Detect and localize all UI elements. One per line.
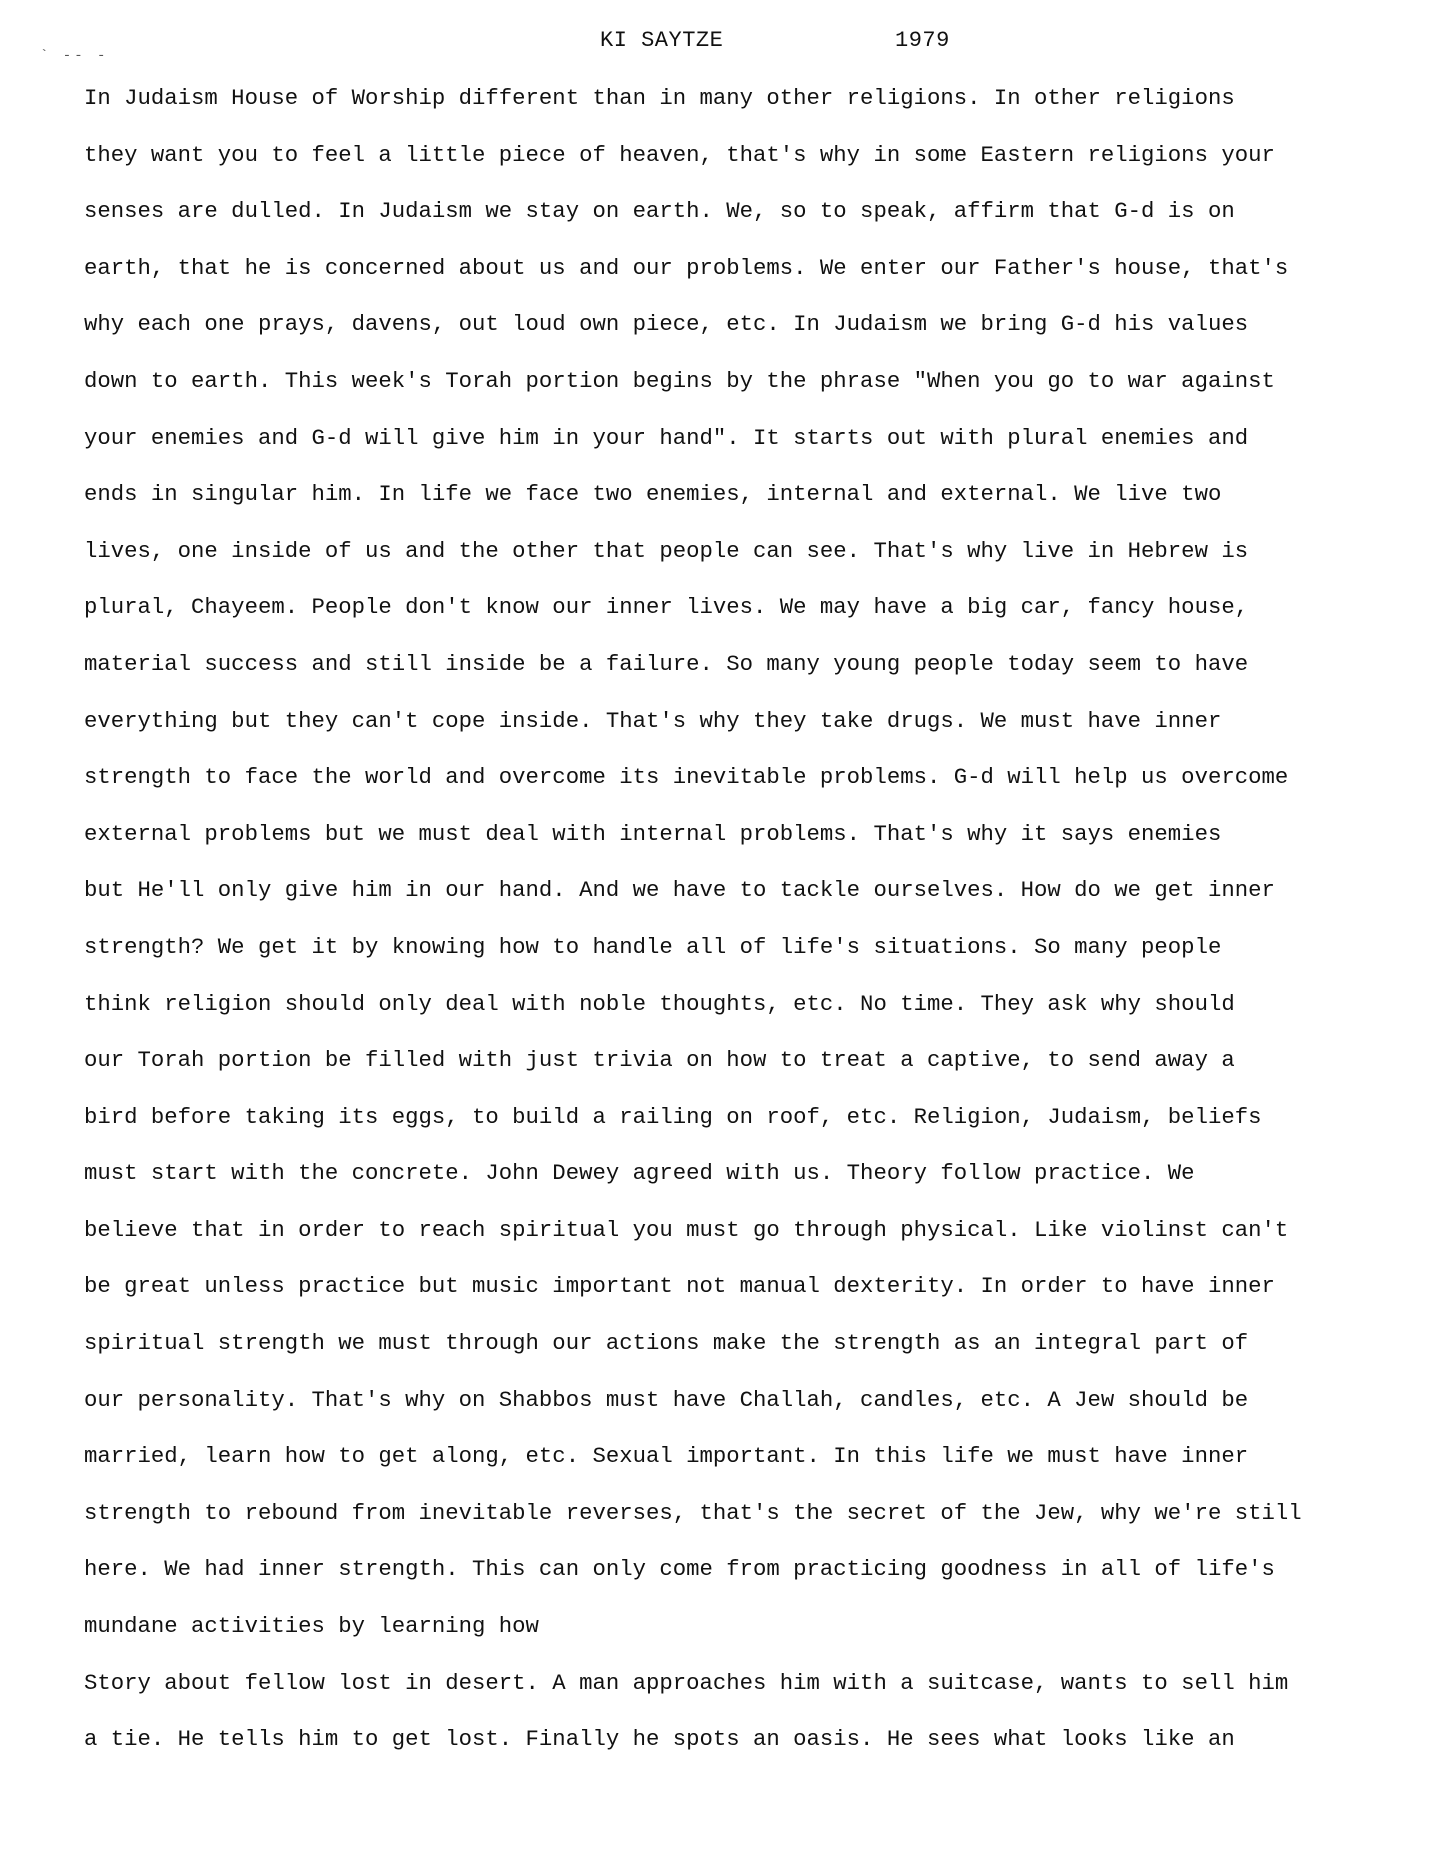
text-line: think religion should only deal with noble thoughts, etc. No time. They ask why should xyxy=(84,990,1235,1017)
text-line: lives, one inside of us and the other that people can see. That's why live in Hebrew is xyxy=(84,537,1249,564)
text-line: believe that in order to reach spiritual you must go through physical. Like violinst can't xyxy=(84,1216,1289,1243)
page-title: KI SAYTZE xyxy=(600,28,724,53)
text-line: your enemies and G-d will give him in your hand". It starts out with plural enemies and xyxy=(84,424,1249,451)
text-line: external problems but we must deal with internal problems. That's why it says enemies xyxy=(84,820,1222,847)
scan-marks: ` -- - xyxy=(40,48,109,64)
text-line: Story about fellow lost in desert. A man approaches him with a suitcase, wants to sell him xyxy=(84,1669,1289,1696)
text-line: strength to rebound from inevitable reverses, that's the secret of the Jew, why we're still xyxy=(84,1499,1302,1526)
text-line: strength? We get it by knowing how to handle all of life's situations. So many people xyxy=(84,933,1222,960)
text-line: our personality. That's why on Shabbos must have Challah, candles, etc. A Jew should be xyxy=(84,1386,1249,1413)
body-text xyxy=(84,80,1384,1778)
text-line: down to earth. This week's Torah portion begins by the phrase "When you go to war against xyxy=(84,367,1275,394)
text-line: material success and still inside be a failure. So many young people today seem to have xyxy=(84,650,1249,677)
page-year: 1979 xyxy=(895,28,950,53)
text-line: strength to face the world and overcome its inevitable problems. G-d will help us overcome xyxy=(84,764,1289,791)
text-line: plural, Chayeem. People don't know our inner lives. We may have a big car, fancy house, xyxy=(84,594,1249,621)
text-line: In Judaism House of Worship different than in many other religions. In other religions xyxy=(84,85,1235,111)
text-line: must start with the concrete. John Dewey agreed with us. Theory follow practice. We xyxy=(84,1160,1195,1187)
text-line: a tie. He tells him to get lost. Finally he spots an oasis. He sees what looks like an xyxy=(84,1726,1235,1753)
text-line: they want you to feel a little piece of heaven, that's why in some Eastern religions your xyxy=(84,141,1275,168)
text-line: spiritual strength we must through our actions make the strength as an integral part of xyxy=(84,1330,1249,1357)
text-line: married, learn how to get along, etc. Sexual important. In this life we must have inner xyxy=(84,1443,1249,1470)
text-line: mundane activities by learning how xyxy=(84,1613,539,1640)
text-line: why each one prays, davens, out loud own piece, etc. In Judaism we bring G-d his values xyxy=(84,311,1249,338)
text-line: here. We had inner strength. This can only come from practicing goodness in all of life's xyxy=(84,1556,1275,1583)
text-line: everything but they can't cope inside. That's why they take drugs. We must have inner xyxy=(84,707,1222,734)
text-line: senses are dulled. In Judaism we stay on earth. We, so to speak, affirm that G-d is on xyxy=(84,198,1235,225)
text-line: bird before taking its eggs, to build a railing on roof, etc. Religion, Judaism, beliefs xyxy=(84,1103,1262,1130)
text-line: be great unless practice but music important not manual dexterity. In order to have inner xyxy=(84,1273,1275,1300)
text-line: earth, that he is concerned about us and our problems. We enter our Father's house, that's xyxy=(84,254,1289,281)
page-header xyxy=(0,28,1430,58)
text-line: our Torah portion be filled with just trivia on how to treat a captive, to send away a xyxy=(84,1047,1235,1074)
text-line: ends in singular him. In life we face two enemies, internal and external. We live two xyxy=(84,481,1222,508)
text-line: but He'll only give him in our hand. And we have to tackle ourselves. How do we get inner xyxy=(84,877,1275,904)
